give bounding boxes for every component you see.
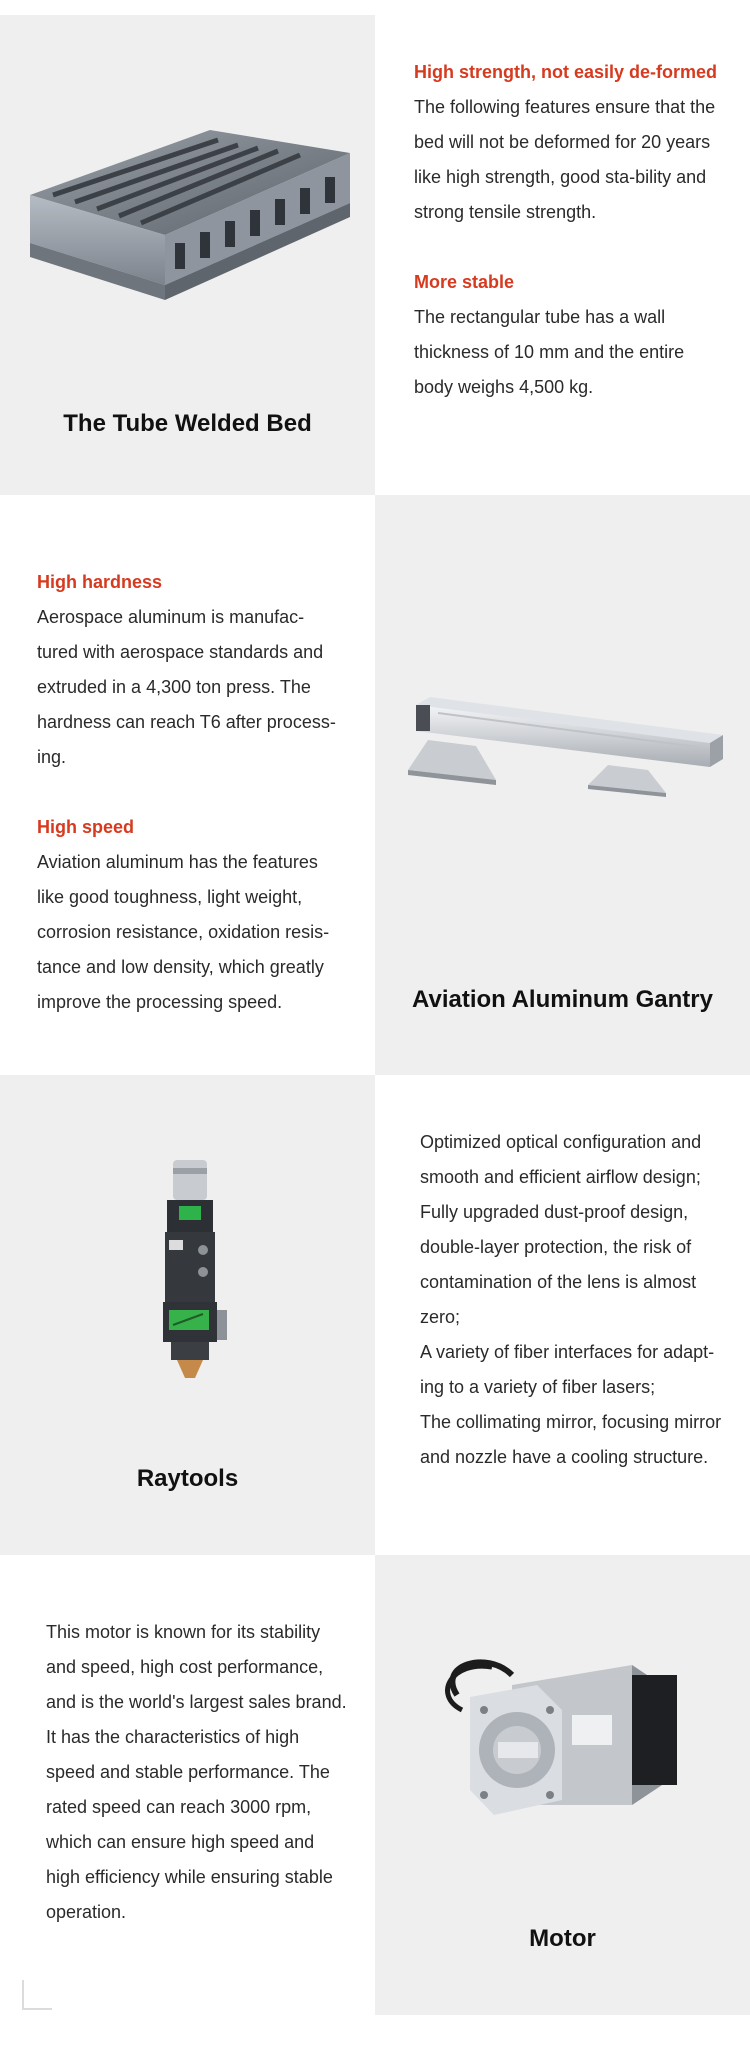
bed-feature-2-heading: More stable xyxy=(414,272,515,292)
motor-caption: Motor xyxy=(529,1925,596,1952)
gantry-feature-1-text: Aerospace aluminum is manufac-tured with aerospace standards and extruded in a 4,300 ton press. The hardness can reach T6 after process-ing. xyxy=(37,607,336,767)
gantry-features xyxy=(37,565,337,1020)
gantry-caption: Aviation Aluminum Gantry xyxy=(412,986,713,1013)
raytools-line-3: A variety of fiber interfaces for adapt-ing to a variety of fiber lasers; xyxy=(420,1342,715,1397)
gantry-feature-2-text: Aviation aluminum has the features like good toughness, light weight, corrosion resistance, oxidation resis-tance and low density, which greatly improve the processing speed. xyxy=(37,852,330,1012)
welded-bed-image xyxy=(25,125,355,310)
raytools-caption: Raytools xyxy=(136,1465,239,1492)
laser-head-image xyxy=(145,1160,235,1385)
motor-description: This motor is known for its stability and speed, high cost performance, and is the world's largest sales brand. It has the characteristics of high speed and stable performance. The rated speed can reach 3000 rpm, which can ensure high speed and high efficiency while ensuring stable operation. xyxy=(46,1622,347,1922)
servo-motor-image xyxy=(432,1655,682,1825)
raytools-line-1: Optimized optical configuration and smooth and efficient airflow design; xyxy=(420,1132,702,1187)
bed-caption: The Tube Welded Bed xyxy=(63,410,312,437)
corner-mark xyxy=(22,1980,52,2010)
bed-feature-1-text: The following features ensure that the bed will not be deformed for 20 years like high strength, good sta-bility and strong tensile strength. xyxy=(414,97,716,222)
bed-feature-1-heading: High strength, not easily de-formed xyxy=(414,62,718,82)
gantry-feature-1-heading: High hardness xyxy=(37,572,163,592)
raytools-features xyxy=(420,1125,728,1475)
bed-features xyxy=(414,55,724,405)
raytools-line-4: The collimating mirror, focusing mirror and nozzle have a cooling structure. xyxy=(420,1412,722,1467)
bed-feature-2-text: The rectangular tube has a wall thickness of 10 mm and the entire body weighs 4,500 kg. xyxy=(414,307,685,397)
raytools-line-2: Fully upgraded dust-proof design, double-layer protection, the risk of contamination of the lens is almost zero; xyxy=(420,1202,697,1327)
gantry-image xyxy=(398,685,728,800)
gantry-feature-2-heading: High speed xyxy=(37,817,135,837)
